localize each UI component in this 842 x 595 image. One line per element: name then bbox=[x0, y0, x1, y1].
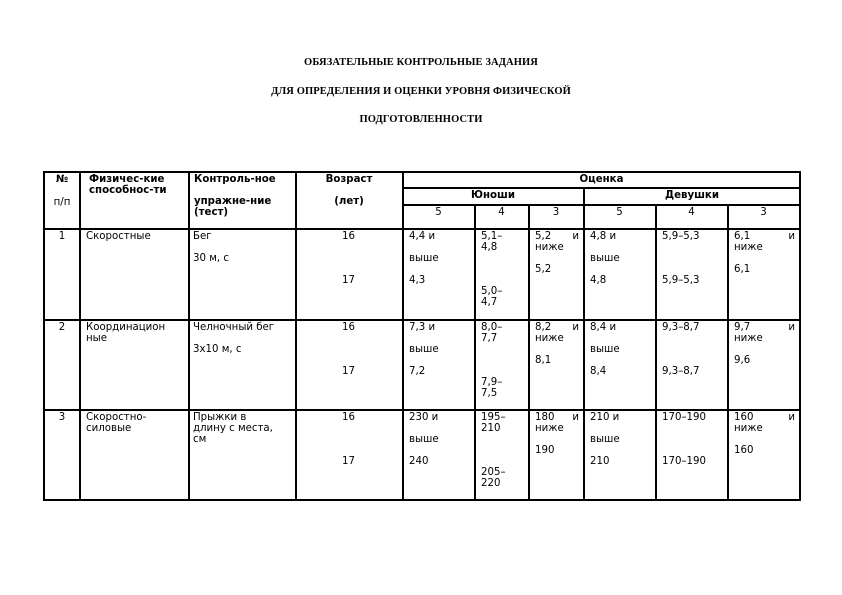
col-divider bbox=[727, 204, 729, 501]
header-girls-5: 5 bbox=[616, 207, 623, 218]
row-divider bbox=[402, 187, 801, 189]
boys-grade-5: 7,3 и bbox=[409, 322, 436, 333]
boys-grade-5: 7,2 bbox=[409, 366, 426, 377]
header-control-2: упражне-ние bbox=[194, 196, 272, 207]
girls-grade-3: 160 bbox=[734, 445, 754, 456]
boys-grade-4: 5,1– bbox=[481, 231, 503, 242]
row-age-16: 16 bbox=[342, 231, 355, 242]
boys-grade-4: 5,0– bbox=[481, 286, 503, 297]
row-divider bbox=[43, 228, 801, 230]
title-line-1: ОБЯЗАТЕЛЬНЫЕ КОНТРОЛЬНЫЕ ЗАДАНИЯ bbox=[304, 57, 538, 68]
girls-grade-4: 5,9–5,3 bbox=[662, 275, 700, 286]
col-divider bbox=[402, 171, 404, 501]
row-exercise: длину с места, bbox=[193, 423, 273, 434]
row-exercise: Прыжки в bbox=[193, 412, 247, 423]
title-line-2: ДЛЯ ОПРЕДЕЛЕНИЯ И ОЦЕНКИ УРОВНЯ ФИЗИЧЕСКОЙ bbox=[271, 86, 571, 97]
girls-grade-5: выше bbox=[590, 344, 620, 355]
row-divider bbox=[43, 319, 801, 321]
header-ability: Физичес-кие bbox=[89, 174, 165, 185]
results-table bbox=[43, 171, 801, 501]
row-exercise: Челночный бег bbox=[193, 322, 275, 333]
boys-grade-5: выше bbox=[409, 253, 439, 264]
row-divider bbox=[43, 409, 801, 411]
girls-grade-3: 6,1 bbox=[734, 264, 751, 275]
boys-grade-5: выше bbox=[409, 434, 439, 445]
girls-grade-5: 8,4 и bbox=[590, 322, 617, 333]
row-exercise: 30 м, с bbox=[193, 253, 229, 264]
row-ability: Скоростные bbox=[86, 231, 151, 242]
row-ability: Скоростно- bbox=[86, 412, 147, 423]
col-divider bbox=[528, 204, 530, 501]
header-control: Контроль-ное bbox=[194, 174, 276, 185]
boys-grade-4: 205– bbox=[481, 467, 506, 478]
girls-grade-5: 210 и bbox=[590, 412, 620, 423]
table-border-bottom bbox=[43, 499, 801, 501]
row-exercise: Бег bbox=[193, 231, 212, 242]
girls-grade-3: и bbox=[788, 231, 795, 242]
boys-grade-3: 180 bbox=[535, 412, 555, 423]
boys-grade-4: 4,8 bbox=[481, 242, 498, 253]
header-number: № bbox=[55, 174, 69, 185]
row-ability: силовые bbox=[86, 423, 132, 434]
girls-grade-3: 9,7 bbox=[734, 322, 751, 333]
header-girls-4: 4 bbox=[688, 207, 695, 218]
boys-grade-4: 8,0– bbox=[481, 322, 503, 333]
girls-grade-5: 4,8 и bbox=[590, 231, 617, 242]
row-age-17: 17 bbox=[342, 275, 355, 286]
header-age: Возраст bbox=[325, 174, 373, 185]
boys-grade-3: ниже bbox=[535, 423, 564, 434]
girls-grade-3: ниже bbox=[734, 423, 763, 434]
boys-grade-5: 4,4 и bbox=[409, 231, 436, 242]
boys-grade-4: 7,7 bbox=[481, 333, 498, 344]
girls-grade-3: 160 bbox=[734, 412, 754, 423]
girls-grade-5: 8,4 bbox=[590, 366, 607, 377]
col-divider bbox=[79, 171, 81, 501]
boys-grade-5: 230 и bbox=[409, 412, 439, 423]
col-divider bbox=[655, 204, 657, 501]
girls-grade-5: выше bbox=[590, 253, 620, 264]
girls-grade-4: 5,9–5,3 bbox=[662, 231, 700, 242]
girls-grade-4: 170–190 bbox=[662, 456, 706, 467]
girls-grade-4: 170–190 bbox=[662, 412, 706, 423]
girls-grade-3: ниже bbox=[734, 242, 763, 253]
row-divider bbox=[402, 204, 801, 206]
boys-grade-3: и bbox=[572, 231, 579, 242]
boys-grade-3: и bbox=[572, 412, 579, 423]
header-boys-3: 3 bbox=[552, 207, 560, 218]
row-exercise: 3х10 м, с bbox=[193, 344, 242, 355]
header-grade: Оценка bbox=[579, 174, 624, 185]
table-border-top bbox=[43, 171, 801, 173]
table-border-right bbox=[799, 171, 801, 501]
boys-grade-3: ниже bbox=[535, 242, 564, 253]
girls-grade-3: ниже bbox=[734, 333, 763, 344]
boys-grade-3: и bbox=[572, 322, 579, 333]
row-number: 1 bbox=[58, 231, 66, 242]
header-control-3: (тест) bbox=[194, 207, 229, 218]
row-age-16: 16 bbox=[342, 322, 355, 333]
header-number-sub: п/п bbox=[53, 197, 71, 208]
boys-grade-3: 8,1 bbox=[535, 355, 552, 366]
girls-grade-3: и bbox=[788, 322, 795, 333]
col-divider bbox=[295, 171, 297, 501]
row-age-16: 16 bbox=[342, 412, 355, 423]
row-exercise: см bbox=[193, 434, 207, 445]
boys-grade-3: 5,2 bbox=[535, 264, 552, 275]
col-divider bbox=[474, 204, 476, 501]
header-boys-4: 4 bbox=[498, 207, 505, 218]
row-ability: Координацион bbox=[86, 322, 166, 333]
girls-grade-5: 210 bbox=[590, 456, 610, 467]
boys-grade-3: ниже bbox=[535, 333, 564, 344]
boys-grade-5: 4,3 bbox=[409, 275, 426, 286]
row-number: 3 bbox=[58, 412, 66, 423]
boys-grade-4: 7,9– bbox=[481, 377, 503, 388]
boys-grade-5: выше bbox=[409, 344, 439, 355]
boys-grade-5: 240 bbox=[409, 456, 429, 467]
row-age-17: 17 bbox=[342, 456, 355, 467]
girls-grade-4: 9,3–8,7 bbox=[662, 366, 700, 377]
header-girls: Девушки bbox=[665, 190, 719, 201]
row-number: 2 bbox=[58, 322, 66, 333]
col-divider bbox=[188, 171, 190, 501]
header-girls-3: 3 bbox=[760, 207, 767, 218]
boys-grade-3: 190 bbox=[535, 445, 555, 456]
boys-grade-4: 7,5 bbox=[481, 388, 498, 399]
boys-grade-4: 220 bbox=[481, 478, 501, 489]
header-ability-2: способнос-ти bbox=[89, 185, 167, 196]
table-border-left bbox=[43, 171, 45, 501]
row-age-17: 17 bbox=[342, 366, 355, 377]
boys-grade-3: 5,2 bbox=[535, 231, 552, 242]
row-ability: ные bbox=[86, 333, 107, 344]
boys-grade-4: 210 bbox=[481, 423, 501, 434]
girls-grade-5: выше bbox=[590, 434, 620, 445]
girls-grade-3: и bbox=[788, 412, 795, 423]
title-line-3: ПОДГОТОВЛЕННОСТИ bbox=[359, 114, 483, 125]
girls-grade-3: 9,6 bbox=[734, 355, 751, 366]
boys-grade-4: 4,7 bbox=[481, 297, 498, 308]
girls-grade-3: 6,1 bbox=[734, 231, 751, 242]
col-divider bbox=[583, 187, 585, 501]
boys-grade-4: 195– bbox=[481, 412, 506, 423]
boys-grade-3: 8,2 bbox=[535, 322, 552, 333]
girls-grade-5: 4,8 bbox=[590, 275, 607, 286]
girls-grade-4: 9,3–8,7 bbox=[662, 322, 700, 333]
header-boys: Юноши bbox=[471, 190, 515, 201]
header-boys-5: 5 bbox=[435, 207, 442, 218]
header-age-2: (лет) bbox=[334, 196, 364, 207]
